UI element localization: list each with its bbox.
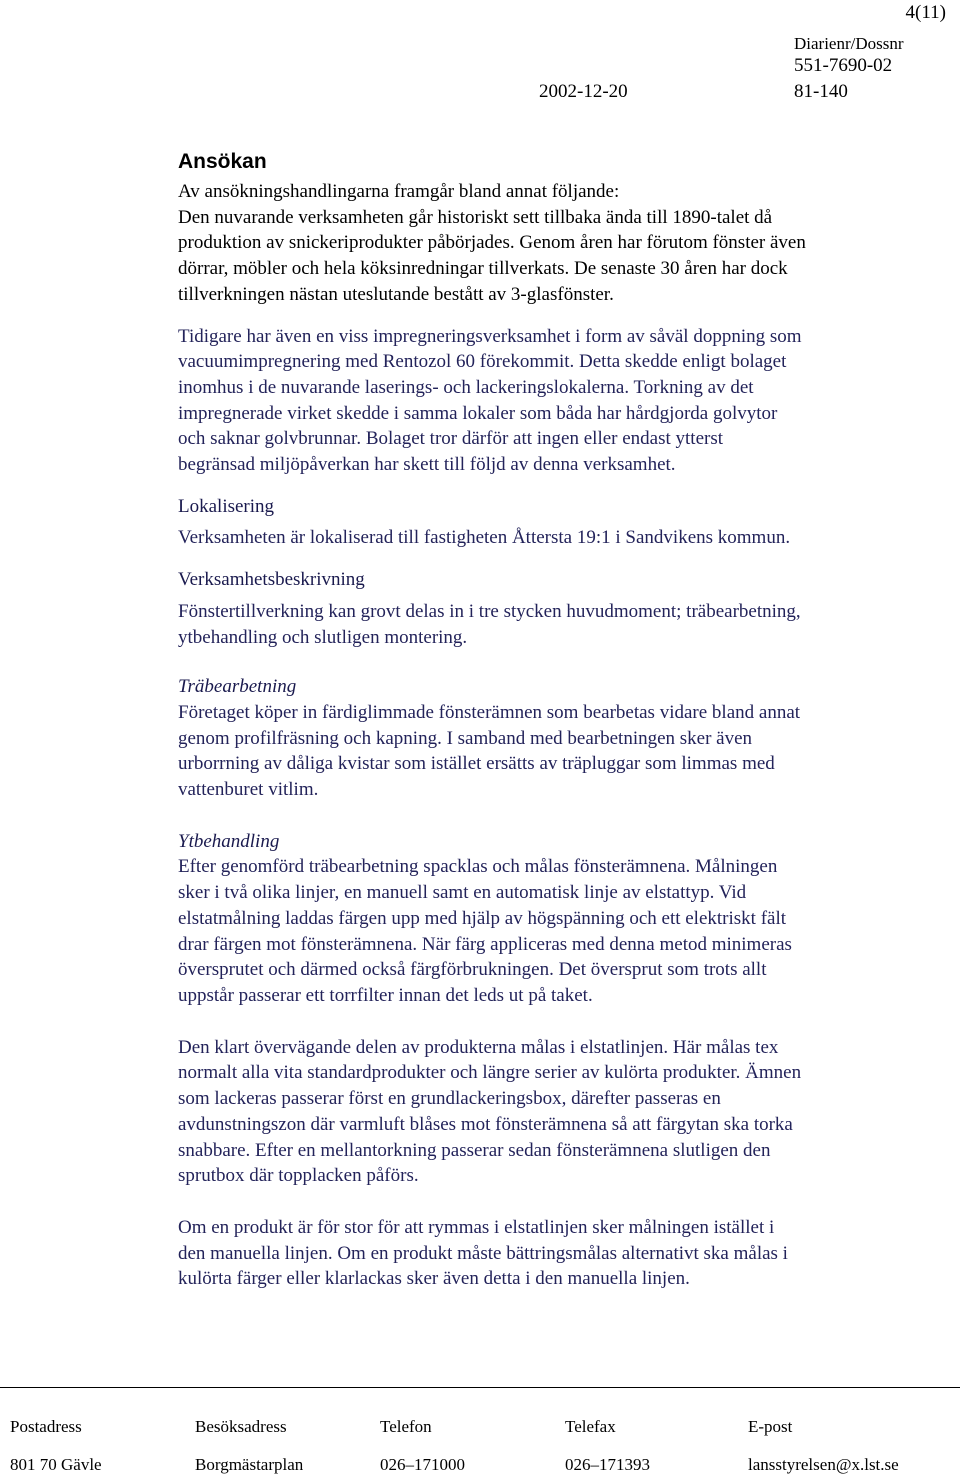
text-line: Verksamheten är lokaliserad till fastigheten Åttersta 19:1 i Sandvikens kommun. (178, 527, 791, 549)
footer-label-telefax: Telefax (565, 1417, 616, 1436)
text-line: Om en produkt är för stor för att rymmas i elstatlinjen sker målningen istället i (178, 1216, 775, 1238)
footer-label-postadress: Postadress (10, 1417, 82, 1436)
text-line: tillverkningen nästan uteslutande bestått av 3-glasfönster. (178, 283, 614, 305)
text-line: avdunstningszon där varmluft blåses mot fönsterämnena så att färgytan ska torka (178, 1113, 793, 1135)
text-line: produktion av snickeriprodukter påbörjades. Genom åren har förutom fönster även (178, 232, 806, 254)
paragraph-verksamhetsbeskrivning (178, 599, 938, 650)
text-line: drar färgen mot fönsterämnena. När färg appliceras med denna metod minimeras (178, 933, 792, 955)
footer-telefon: 026–171000 (380, 1455, 465, 1474)
text-line: Fönstertillverkning kan grovt delas in i tre stycken huvudmoment; träbearbetning, (178, 600, 801, 622)
text-line: urborrning av dåliga kvistar som istället ersätts av träpluggar som limmas med (178, 753, 775, 775)
section-title-ansokan: Ansökan (178, 150, 267, 173)
footer-besoksadress: Borgmästarplan (195, 1455, 304, 1474)
page-number: 4(11) (905, 2, 946, 23)
text-line: kulörta färger eller klarlackas sker även detta i den manuella linjen. (178, 1268, 690, 1290)
text-line: normalt alla vita standardprodukter och längre serier av kulörta produkter. Ämnen (178, 1062, 802, 1084)
footer-epost-link[interactable]: lansstyrelsen@x.lst.se (748, 1455, 899, 1474)
paragraph-ansokan-1 (178, 179, 938, 308)
text-line: som lackeras passerar först en grundlackeringsbox, därefter passeras en (178, 1088, 721, 1110)
section-title-lokalisering: Lokalisering (178, 495, 275, 517)
paragraph-ytbehandling-1 (178, 854, 938, 1008)
text-line: vacuumimpregnering med Rentozol 60 förekommit. Detta skedde enligt bolaget (178, 351, 787, 373)
footer-divider (0, 1387, 960, 1388)
section-title-trabearbetning: Träbearbetning (178, 676, 297, 698)
text-line: översprutet och därmed också färgförbrukningen. Det översprut som trots allt (178, 959, 767, 981)
text-line: inomhus i de nuvarande laserings- och lackeringslokalerna. Torkning av det (178, 376, 754, 398)
footer-label-epost: E-post (748, 1417, 793, 1436)
document-subnumber: 81-140 (794, 81, 848, 102)
text-line: impregnerade virket skedde i samma lokaler som båda har hårdgjorda golvytor (178, 402, 778, 424)
text-line: den manuella linjen. Om en produkt måste bättringsmålas alternativt ska målas i (178, 1242, 788, 1264)
text-line: Företaget köper in färdiglimmade fönsterämnen som bearbetas vidare bland annat (178, 701, 801, 723)
text-line: Av ansökningshandlingarna framgår bland annat följande: (178, 181, 620, 202)
text-line: genom profilfräsning och kapning. I samband med bearbetningen sker även (178, 727, 753, 749)
section-title-verksamhetsbeskrivning: Verksamhetsbeskrivning (178, 569, 365, 591)
text-line: Den nuvarande verksamheten går historiskt sett tillbaka ända till 1890-talet då (178, 206, 773, 228)
document-body (178, 143, 938, 1292)
diarienr-number: 551-7690-02 (794, 55, 893, 76)
paragraph-ansokan-2 (178, 324, 938, 478)
footer-postadress: 801 70 Gävle (10, 1455, 102, 1474)
document-date: 2002-12-20 (539, 81, 628, 102)
text-line: elstatmålning laddas färgen upp med hjälp av högspänning och ett elektriskt fält (178, 907, 787, 929)
text-line: Efter genomförd träbearbetning spacklas och målas fönsterämnena. Målningen (178, 856, 778, 878)
text-line: Den klart övervägande delen av produkterna målas i elstatlinjen. Här målas tex (178, 1036, 779, 1058)
paragraph-ytbehandling-3 (178, 1215, 938, 1292)
text-line: begränsad miljöpåverkan har skett till följd av denna verksamhet. (178, 454, 676, 476)
text-line: sprutbox där topplacken påförs. (178, 1165, 419, 1187)
paragraph-lokalisering (178, 525, 938, 551)
text-line: och saknar golvbrunnar. Bolaget tror därför att ingen eller endast ytterst (178, 428, 724, 450)
section-title-ytbehandling: Ytbehandling (178, 830, 280, 852)
text-line: vattenburet vitlim. (178, 779, 319, 801)
text-line: uppstår passerar ett torrfilter innan det leds ut på taket. (178, 984, 593, 1006)
text-line: sker i två olika linjer, en manuell samt en automatisk linje av elstattyp. Vid (178, 882, 747, 904)
text-line: dörrar, möbler och hela köksinredningar tillverkats. De senaste 30 åren har dock (178, 258, 788, 280)
paragraph-trabearbetning (178, 700, 938, 803)
text-line: Tidigare har även en viss impregneringsverksamhet i form av såväl doppning som (178, 325, 802, 347)
text-line: snabbare. Efter en mellantorkning passerar sedan fönsterämnena slutligen den (178, 1139, 771, 1161)
footer-label-telefon: Telefon (380, 1417, 432, 1436)
diarienr-label: Diarienr/Dossnr (794, 34, 904, 53)
paragraph-ytbehandling-2 (178, 1035, 938, 1189)
footer-telefax: 026–171393 (565, 1455, 650, 1474)
text-line: ytbehandling och slutligen montering. (178, 626, 468, 648)
footer-label-besoksadress: Besöksadress (195, 1417, 287, 1436)
